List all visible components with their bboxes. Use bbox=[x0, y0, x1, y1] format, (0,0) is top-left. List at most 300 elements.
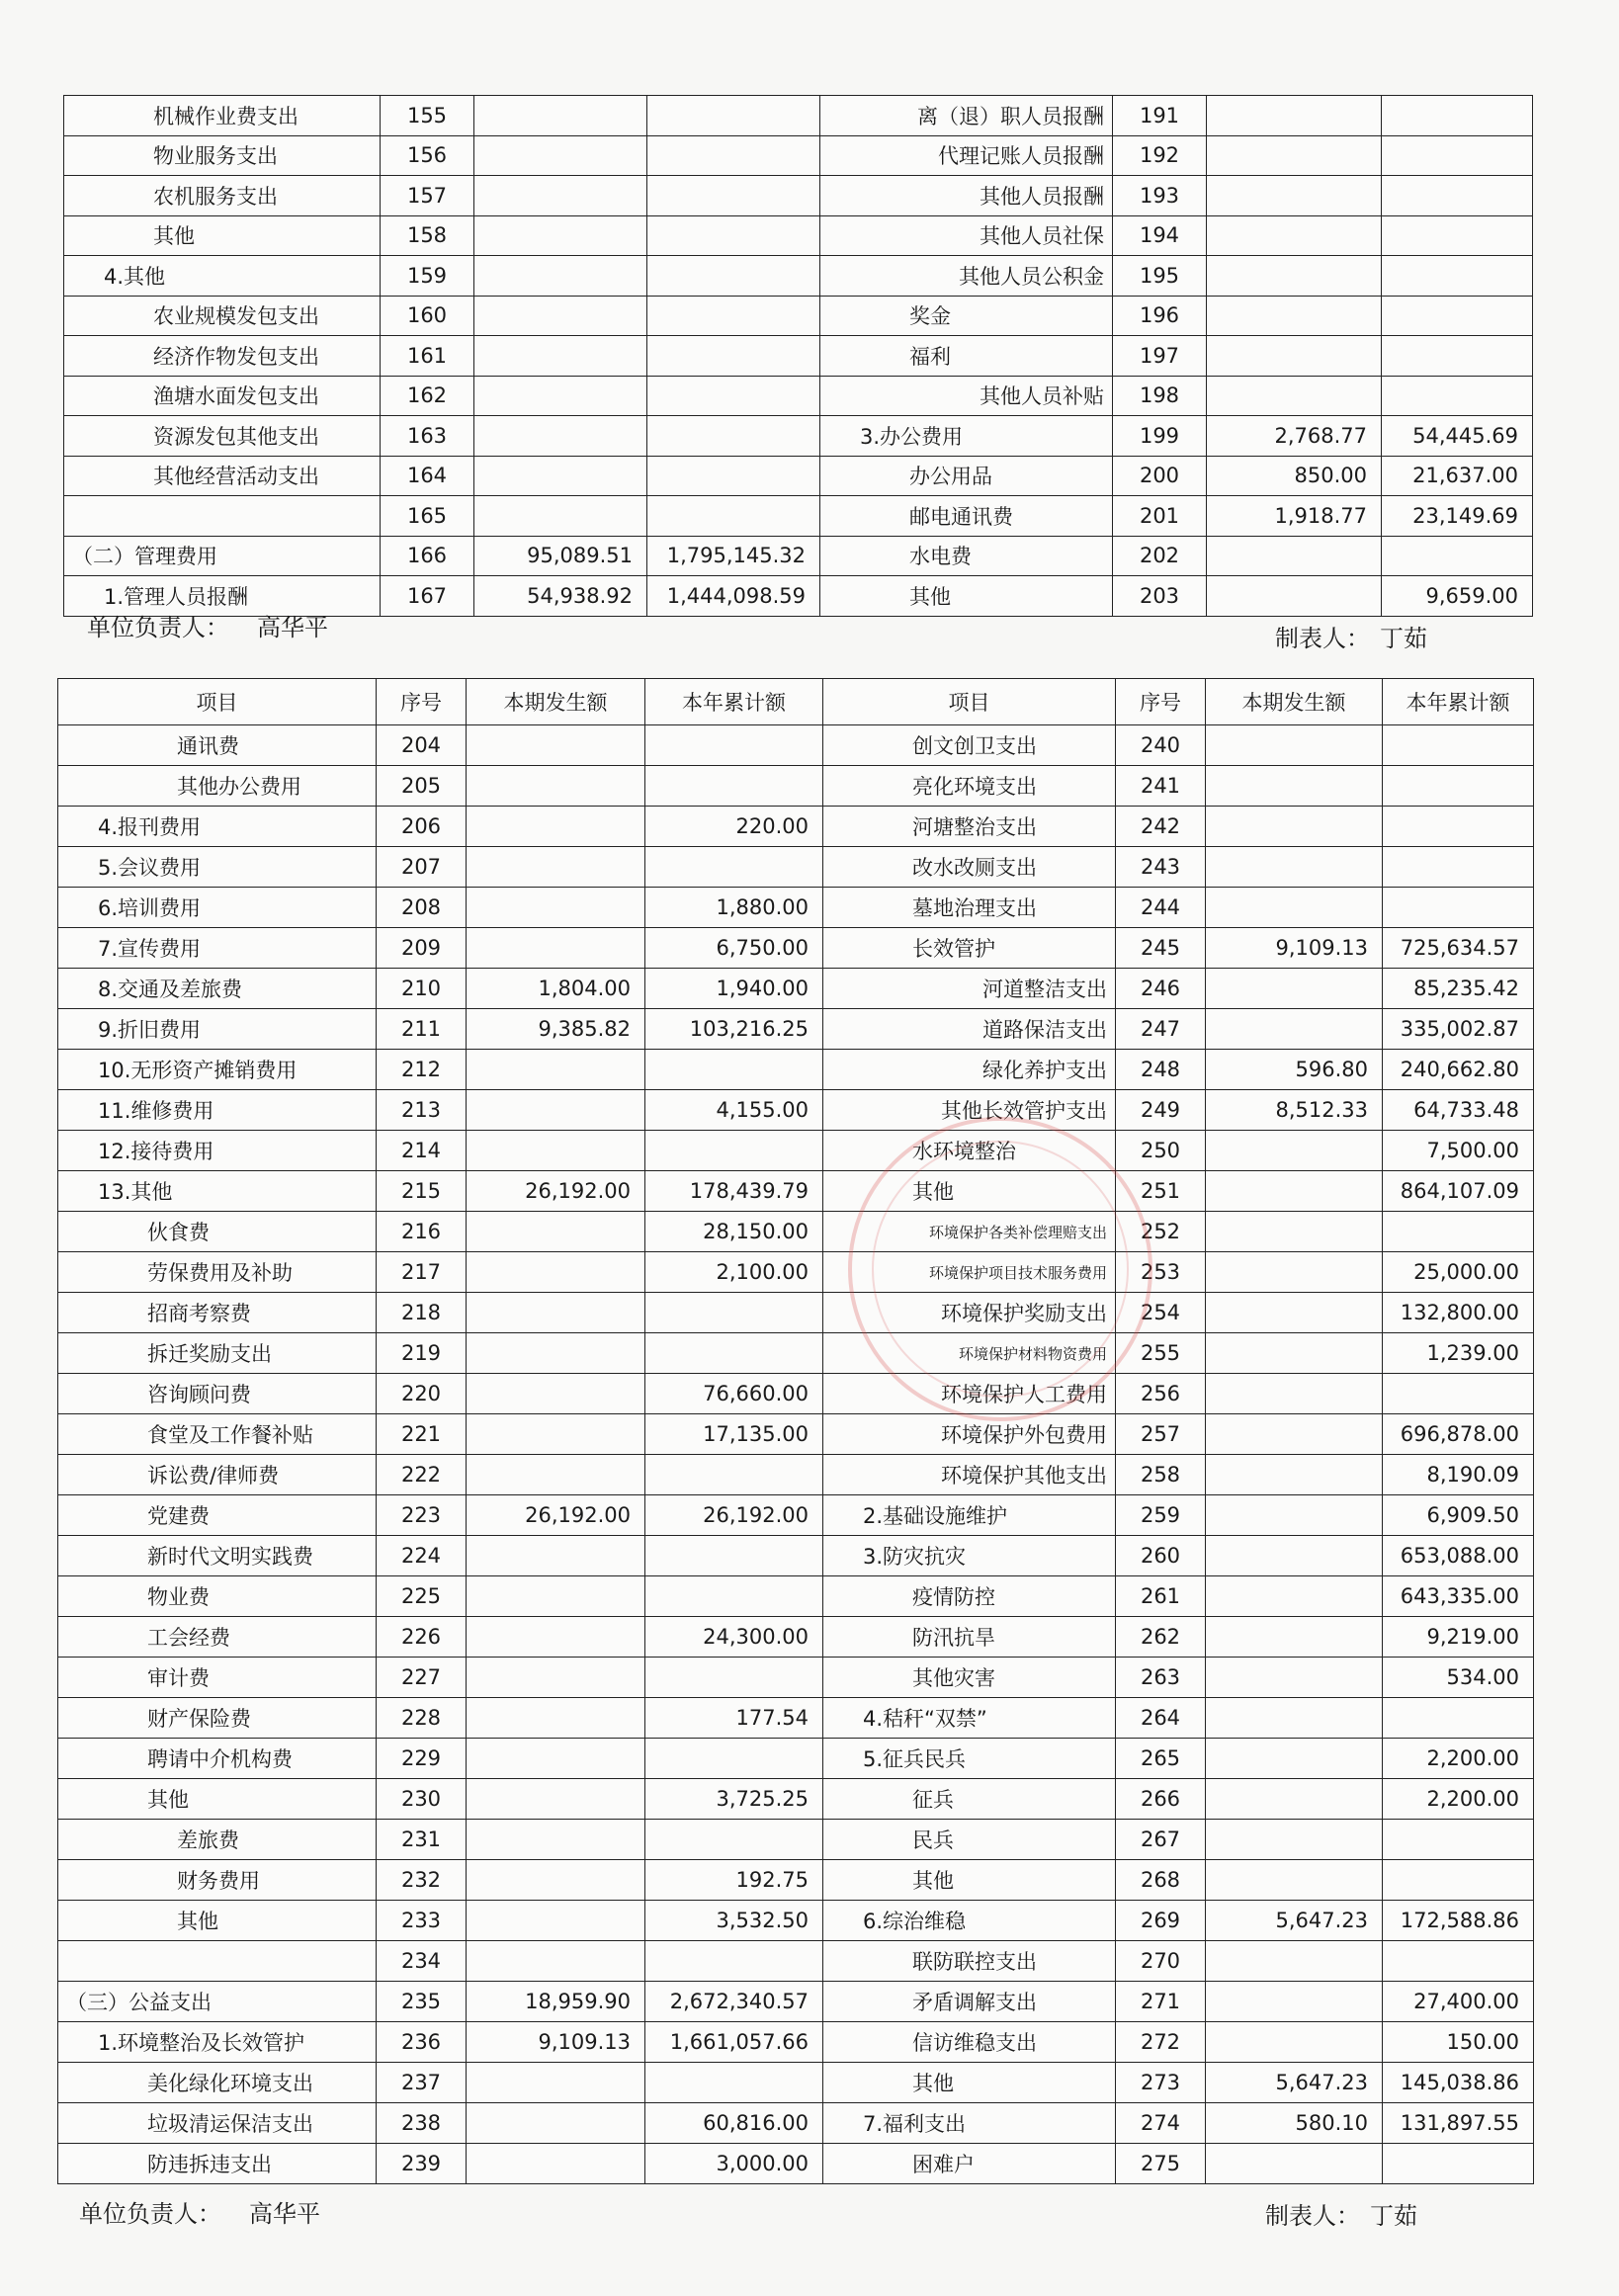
current-period-amount-cell bbox=[1206, 1212, 1383, 1252]
item-name-cell: 6.培训费用 bbox=[58, 888, 377, 928]
item-name-cell: 其他经营活动支出 bbox=[64, 456, 381, 496]
row-number-cell: 224 bbox=[377, 1536, 467, 1576]
item-name-cell: 环境保护外包费用 bbox=[823, 1414, 1116, 1455]
row-number-cell: 202 bbox=[1113, 536, 1207, 576]
item-name-cell: 亮化环境支出 bbox=[823, 766, 1116, 807]
item-name-cell: 福利 bbox=[820, 336, 1113, 377]
year-to-date-amount-cell bbox=[647, 96, 820, 136]
current-period-amount-cell bbox=[1206, 1982, 1383, 2022]
column-header: 序号 bbox=[377, 679, 467, 725]
row-number-cell: 196 bbox=[1113, 296, 1207, 336]
current-period-amount-cell bbox=[1206, 1252, 1383, 1293]
row-number-cell: 226 bbox=[377, 1617, 467, 1658]
preparer-signature-bottom bbox=[1265, 2196, 1417, 2231]
row-number-cell: 217 bbox=[377, 1252, 467, 1293]
current-period-amount-cell bbox=[1206, 888, 1383, 928]
current-period-amount-cell bbox=[1207, 96, 1382, 136]
row-number-cell: 211 bbox=[377, 1009, 467, 1050]
year-to-date-amount-cell bbox=[1383, 1860, 1534, 1901]
table-row bbox=[58, 1252, 1534, 1293]
row-number-cell: 158 bbox=[381, 215, 474, 256]
item-name-cell: （二）管理费用 bbox=[64, 536, 381, 576]
table-row bbox=[58, 1576, 1534, 1617]
row-number-cell: 242 bbox=[1116, 807, 1206, 847]
unit-leader-signature-top bbox=[87, 608, 328, 642]
current-period-amount-cell bbox=[1206, 1617, 1383, 1658]
row-number-cell: 161 bbox=[381, 336, 474, 377]
item-name-cell: 环境保护项目技术服务费用 bbox=[823, 1252, 1116, 1293]
year-to-date-amount-cell: 27,400.00 bbox=[1383, 1982, 1534, 2022]
row-number-cell: 213 bbox=[377, 1090, 467, 1131]
item-name-cell: 其他长效管护支出 bbox=[823, 1090, 1116, 1131]
year-to-date-amount-cell bbox=[645, 1536, 823, 1576]
year-to-date-amount-cell bbox=[645, 1739, 823, 1779]
item-name-cell: 垃圾清运保洁支出 bbox=[58, 2103, 377, 2144]
row-number-cell: 220 bbox=[377, 1374, 467, 1414]
year-to-date-amount-cell: 17,135.00 bbox=[645, 1414, 823, 1455]
item-name-cell: 其他办公费用 bbox=[58, 766, 377, 807]
year-to-date-amount-cell: 103,216.25 bbox=[645, 1009, 823, 1050]
table-row bbox=[58, 1941, 1534, 1982]
current-period-amount-cell bbox=[1206, 1131, 1383, 1171]
year-to-date-amount-cell: 54,445.69 bbox=[1382, 416, 1533, 457]
item-name-cell: 物业服务支出 bbox=[64, 135, 381, 176]
row-number-cell: 191 bbox=[1113, 96, 1207, 136]
current-period-amount-cell bbox=[1206, 2022, 1383, 2063]
item-name-cell: 信访维稳支出 bbox=[823, 2022, 1116, 2063]
item-name-cell: 河道整洁支出 bbox=[823, 969, 1116, 1009]
row-number-cell: 194 bbox=[1113, 215, 1207, 256]
year-to-date-amount-cell: 131,897.55 bbox=[1383, 2103, 1534, 2144]
table-row bbox=[64, 96, 1533, 136]
current-period-amount-cell bbox=[1206, 1739, 1383, 1779]
preparer-name: 丁茹 bbox=[1380, 625, 1427, 652]
current-period-amount-cell bbox=[474, 256, 647, 297]
column-header: 本期发生额 bbox=[467, 679, 645, 725]
item-name-cell: 机械作业费支出 bbox=[64, 96, 381, 136]
column-header: 本期发生额 bbox=[1206, 679, 1383, 725]
row-number-cell: 199 bbox=[1113, 416, 1207, 457]
row-number-cell: 260 bbox=[1116, 1536, 1206, 1576]
row-number-cell: 216 bbox=[377, 1212, 467, 1252]
year-to-date-amount-cell bbox=[1383, 725, 1534, 766]
current-period-amount-cell bbox=[467, 2103, 645, 2144]
item-name-cell: 9.折旧费用 bbox=[58, 1009, 377, 1050]
column-header: 本年累计额 bbox=[1383, 679, 1534, 725]
row-number-cell: 192 bbox=[1113, 135, 1207, 176]
row-number-cell: 265 bbox=[1116, 1739, 1206, 1779]
item-name-cell: 河塘整治支出 bbox=[823, 807, 1116, 847]
year-to-date-amount-cell bbox=[1382, 215, 1533, 256]
item-name-cell: 农机服务支出 bbox=[64, 176, 381, 216]
year-to-date-amount-cell: 1,940.00 bbox=[645, 969, 823, 1009]
current-period-amount-cell bbox=[467, 1536, 645, 1576]
row-number-cell: 162 bbox=[381, 376, 474, 416]
item-name-cell: 伙食费 bbox=[58, 1212, 377, 1252]
year-to-date-amount-cell: 8,190.09 bbox=[1383, 1455, 1534, 1495]
row-number-cell: 232 bbox=[377, 1860, 467, 1901]
item-name-cell: 10.无形资产摊销费用 bbox=[58, 1050, 377, 1090]
item-name-cell: 民兵 bbox=[823, 1820, 1116, 1860]
year-to-date-amount-cell bbox=[1382, 336, 1533, 377]
row-number-cell: 222 bbox=[377, 1455, 467, 1495]
current-period-amount-cell bbox=[1207, 176, 1382, 216]
year-to-date-amount-cell bbox=[1383, 1374, 1534, 1414]
table-row bbox=[64, 215, 1533, 256]
year-to-date-amount-cell: 6,909.50 bbox=[1383, 1495, 1534, 1536]
item-name-cell: 资源发包其他支出 bbox=[64, 416, 381, 457]
item-name-cell bbox=[64, 496, 381, 537]
current-period-amount-cell: 18,959.90 bbox=[467, 1982, 645, 2022]
current-period-amount-cell bbox=[467, 725, 645, 766]
current-period-amount-cell bbox=[467, 1050, 645, 1090]
current-period-amount-cell: 5,647.23 bbox=[1206, 2063, 1383, 2103]
row-number-cell: 267 bbox=[1116, 1820, 1206, 1860]
item-name-cell: 5.会议费用 bbox=[58, 847, 377, 888]
table-row bbox=[58, 807, 1534, 847]
year-to-date-amount-cell bbox=[647, 176, 820, 216]
row-number-cell: 248 bbox=[1116, 1050, 1206, 1090]
year-to-date-amount-cell: 145,038.86 bbox=[1383, 2063, 1534, 2103]
row-number-cell: 238 bbox=[377, 2103, 467, 2144]
item-name-cell: 8.交通及差旅费 bbox=[58, 969, 377, 1009]
year-to-date-amount-cell: 2,100.00 bbox=[645, 1252, 823, 1293]
current-period-amount-cell: 1,918.77 bbox=[1207, 496, 1382, 537]
item-name-cell: 新时代文明实践费 bbox=[58, 1536, 377, 1576]
current-period-amount-cell: 850.00 bbox=[1207, 456, 1382, 496]
current-period-amount-cell bbox=[467, 1860, 645, 1901]
item-name-cell: 渔塘水面发包支出 bbox=[64, 376, 381, 416]
table-row bbox=[64, 416, 1533, 457]
current-period-amount-cell bbox=[1206, 969, 1383, 1009]
item-name-cell: 其他 bbox=[58, 1901, 377, 1941]
item-name-cell: 12.接待费用 bbox=[58, 1131, 377, 1171]
current-period-amount-cell bbox=[1206, 766, 1383, 807]
row-number-cell: 272 bbox=[1116, 2022, 1206, 2063]
year-to-date-amount-cell bbox=[645, 1820, 823, 1860]
current-period-amount-cell bbox=[1207, 296, 1382, 336]
row-number-cell: 200 bbox=[1113, 456, 1207, 496]
year-to-date-amount-cell: 534.00 bbox=[1383, 1658, 1534, 1698]
current-period-amount-cell bbox=[1207, 135, 1382, 176]
item-name-cell: 4.秸秆“双禁” bbox=[823, 1698, 1116, 1739]
table-row bbox=[58, 1820, 1534, 1860]
current-period-amount-cell bbox=[1206, 1576, 1383, 1617]
current-period-amount-cell bbox=[1206, 1293, 1383, 1333]
table-row bbox=[58, 1090, 1534, 1131]
year-to-date-amount-cell bbox=[645, 1576, 823, 1617]
table-row bbox=[58, 969, 1534, 1009]
current-period-amount-cell bbox=[1207, 256, 1382, 297]
year-to-date-amount-cell: 172,588.86 bbox=[1383, 1901, 1534, 1941]
current-period-amount-cell: 8,512.33 bbox=[1206, 1090, 1383, 1131]
table-row bbox=[58, 1901, 1534, 1941]
year-to-date-amount-cell: 2,200.00 bbox=[1383, 1739, 1534, 1779]
current-period-amount-cell bbox=[1206, 1333, 1383, 1374]
item-name-cell: 4.其他 bbox=[64, 256, 381, 297]
year-to-date-amount-cell bbox=[1382, 296, 1533, 336]
table-row bbox=[58, 2022, 1534, 2063]
table-row bbox=[58, 1131, 1534, 1171]
table-row bbox=[58, 1171, 1534, 1212]
year-to-date-amount-cell: 240,662.80 bbox=[1383, 1050, 1534, 1090]
year-to-date-amount-cell bbox=[647, 376, 820, 416]
table-row bbox=[58, 2063, 1534, 2103]
row-number-cell: 214 bbox=[377, 1131, 467, 1171]
item-name-cell: 农业规模发包支出 bbox=[64, 296, 381, 336]
item-name-cell: 7.福利支出 bbox=[823, 2103, 1116, 2144]
item-name-cell: 创文创卫支出 bbox=[823, 725, 1116, 766]
column-header: 序号 bbox=[1116, 679, 1206, 725]
item-name-cell: 工会经费 bbox=[58, 1617, 377, 1658]
current-period-amount-cell: 5,647.23 bbox=[1206, 1901, 1383, 1941]
current-period-amount-cell: 2,768.77 bbox=[1207, 416, 1382, 457]
item-name-cell: 其他 bbox=[64, 215, 381, 256]
current-period-amount-cell bbox=[1206, 1374, 1383, 1414]
table-row bbox=[58, 1495, 1534, 1536]
item-name-cell: 财产保险费 bbox=[58, 1698, 377, 1739]
item-name-cell: 党建费 bbox=[58, 1495, 377, 1536]
row-number-cell: 243 bbox=[1116, 847, 1206, 888]
row-number-cell: 253 bbox=[1116, 1252, 1206, 1293]
item-name-cell: 7.宣传费用 bbox=[58, 928, 377, 969]
row-number-cell: 221 bbox=[377, 1414, 467, 1455]
current-period-amount-cell bbox=[1207, 536, 1382, 576]
current-period-amount-cell bbox=[1206, 807, 1383, 847]
row-number-cell: 255 bbox=[1116, 1333, 1206, 1374]
row-number-cell: 274 bbox=[1116, 2103, 1206, 2144]
current-period-amount-cell bbox=[467, 1901, 645, 1941]
item-name-cell: 代理记账人员报酬 bbox=[820, 135, 1113, 176]
current-period-amount-cell bbox=[467, 1212, 645, 1252]
current-period-amount-cell bbox=[474, 416, 647, 457]
current-period-amount-cell bbox=[1206, 1860, 1383, 1901]
current-period-amount-cell bbox=[467, 2063, 645, 2103]
row-number-cell: 262 bbox=[1116, 1617, 1206, 1658]
table-row bbox=[58, 1739, 1534, 1779]
row-number-cell: 225 bbox=[377, 1576, 467, 1617]
item-name-cell: 防违拆违支出 bbox=[58, 2144, 377, 2184]
year-to-date-amount-cell: 335,002.87 bbox=[1383, 1009, 1534, 1050]
item-name-cell: 其他 bbox=[58, 1779, 377, 1820]
row-number-cell: 204 bbox=[377, 725, 467, 766]
year-to-date-amount-cell: 3,532.50 bbox=[645, 1901, 823, 1941]
table-row bbox=[58, 725, 1534, 766]
item-name-cell: 美化绿化环境支出 bbox=[58, 2063, 377, 2103]
row-number-cell: 155 bbox=[381, 96, 474, 136]
row-number-cell: 163 bbox=[381, 416, 474, 457]
current-period-amount-cell bbox=[467, 1617, 645, 1658]
year-to-date-amount-cell bbox=[1383, 1941, 1534, 1982]
item-name-cell: 3.办公费用 bbox=[820, 416, 1113, 457]
preparer-label: 制表人： bbox=[1265, 2202, 1360, 2230]
current-period-amount-cell: 95,089.51 bbox=[474, 536, 647, 576]
year-to-date-amount-cell bbox=[645, 725, 823, 766]
table-row bbox=[58, 1860, 1534, 1901]
unit-leader-name: 高华平 bbox=[249, 2200, 320, 2228]
row-number-cell: 164 bbox=[381, 456, 474, 496]
table-row bbox=[58, 1536, 1534, 1576]
row-number-cell: 270 bbox=[1116, 1941, 1206, 1982]
current-period-amount-cell bbox=[1206, 1941, 1383, 1982]
current-period-amount-cell bbox=[467, 847, 645, 888]
row-number-cell: 195 bbox=[1113, 256, 1207, 297]
item-name-cell: 其他 bbox=[823, 1860, 1116, 1901]
row-number-cell: 271 bbox=[1116, 1982, 1206, 2022]
year-to-date-amount-cell bbox=[645, 1941, 823, 1982]
item-name-cell: 办公用品 bbox=[820, 456, 1113, 496]
year-to-date-amount-cell: 28,150.00 bbox=[645, 1212, 823, 1252]
year-to-date-amount-cell: 2,672,340.57 bbox=[645, 1982, 823, 2022]
row-number-cell: 235 bbox=[377, 1982, 467, 2022]
row-number-cell: 239 bbox=[377, 2144, 467, 2184]
current-period-amount-cell bbox=[1206, 1455, 1383, 1495]
current-period-amount-cell bbox=[1206, 1536, 1383, 1576]
item-name-cell: 改水改厕支出 bbox=[823, 847, 1116, 888]
year-to-date-amount-cell bbox=[645, 1131, 823, 1171]
row-number-cell: 261 bbox=[1116, 1576, 1206, 1617]
current-period-amount-cell: 1,804.00 bbox=[467, 969, 645, 1009]
item-name-cell: 5.征兵民兵 bbox=[823, 1739, 1116, 1779]
current-period-amount-cell bbox=[1206, 1658, 1383, 1698]
year-to-date-amount-cell bbox=[647, 215, 820, 256]
item-name-cell: 劳保费用及补助 bbox=[58, 1252, 377, 1293]
current-period-amount-cell bbox=[467, 1333, 645, 1374]
table-row bbox=[64, 296, 1533, 336]
row-number-cell: 223 bbox=[377, 1495, 467, 1536]
current-period-amount-cell bbox=[467, 1131, 645, 1171]
current-period-amount-cell: 580.10 bbox=[1206, 2103, 1383, 2144]
current-period-amount-cell bbox=[474, 496, 647, 537]
expense-table-main bbox=[57, 678, 1534, 2184]
row-number-cell: 165 bbox=[381, 496, 474, 537]
year-to-date-amount-cell bbox=[1382, 256, 1533, 297]
unit-leader-label: 单位负责人： bbox=[87, 614, 229, 641]
item-name-cell: 经济作物发包支出 bbox=[64, 336, 381, 377]
year-to-date-amount-cell: 132,800.00 bbox=[1383, 1293, 1534, 1333]
row-number-cell: 247 bbox=[1116, 1009, 1206, 1050]
current-period-amount-cell bbox=[1206, 725, 1383, 766]
current-period-amount-cell bbox=[1206, 1171, 1383, 1212]
year-to-date-amount-cell bbox=[645, 847, 823, 888]
year-to-date-amount-cell: 1,239.00 bbox=[1383, 1333, 1534, 1374]
item-name-cell bbox=[58, 1941, 377, 1982]
year-to-date-amount-cell: 1,444,098.59 bbox=[647, 576, 820, 617]
year-to-date-amount-cell: 3,725.25 bbox=[645, 1779, 823, 1820]
row-number-cell: 159 bbox=[381, 256, 474, 297]
item-name-cell: 环境保护材料物资费用 bbox=[823, 1333, 1116, 1374]
row-number-cell: 256 bbox=[1116, 1374, 1206, 1414]
year-to-date-amount-cell: 85,235.42 bbox=[1383, 969, 1534, 1009]
year-to-date-amount-cell bbox=[645, 1293, 823, 1333]
item-name-cell: 财务费用 bbox=[58, 1860, 377, 1901]
current-period-amount-cell bbox=[467, 2144, 645, 2184]
year-to-date-amount-cell: 60,816.00 bbox=[645, 2103, 823, 2144]
year-to-date-amount-cell bbox=[1383, 807, 1534, 847]
item-name-cell: 水电费 bbox=[820, 536, 1113, 576]
current-period-amount-cell: 9,385.82 bbox=[467, 1009, 645, 1050]
table-row bbox=[58, 1293, 1534, 1333]
row-number-cell: 209 bbox=[377, 928, 467, 969]
item-name-cell: 物业费 bbox=[58, 1576, 377, 1617]
table-row bbox=[58, 766, 1534, 807]
item-name-cell: 13.其他 bbox=[58, 1171, 377, 1212]
current-period-amount-cell bbox=[1206, 1779, 1383, 1820]
current-period-amount-cell bbox=[467, 1576, 645, 1617]
table-row bbox=[58, 928, 1534, 969]
item-name-cell: 其他人员公积金 bbox=[820, 256, 1113, 297]
expense-table-top bbox=[63, 95, 1533, 617]
item-name-cell: 防汛抗旱 bbox=[823, 1617, 1116, 1658]
row-number-cell: 197 bbox=[1113, 336, 1207, 377]
unit-leader-name: 高华平 bbox=[257, 614, 328, 641]
row-number-cell: 229 bbox=[377, 1739, 467, 1779]
year-to-date-amount-cell bbox=[1382, 96, 1533, 136]
year-to-date-amount-cell: 21,637.00 bbox=[1382, 456, 1533, 496]
year-to-date-amount-cell: 220.00 bbox=[645, 807, 823, 847]
row-number-cell: 198 bbox=[1113, 376, 1207, 416]
current-period-amount-cell: 9,109.13 bbox=[1206, 928, 1383, 969]
row-number-cell: 207 bbox=[377, 847, 467, 888]
row-number-cell: 167 bbox=[381, 576, 474, 617]
current-period-amount-cell bbox=[467, 766, 645, 807]
row-number-cell: 251 bbox=[1116, 1171, 1206, 1212]
row-number-cell: 275 bbox=[1116, 2144, 1206, 2184]
year-to-date-amount-cell bbox=[645, 1455, 823, 1495]
item-name-cell: 矛盾调解支出 bbox=[823, 1982, 1116, 2022]
unit-leader-label: 单位负责人： bbox=[79, 2200, 221, 2228]
year-to-date-amount-cell: 192.75 bbox=[645, 1860, 823, 1901]
item-name-cell: 1.管理人员报酬 bbox=[64, 576, 381, 617]
row-number-cell: 245 bbox=[1116, 928, 1206, 969]
current-period-amount-cell bbox=[467, 1252, 645, 1293]
current-period-amount-cell bbox=[1206, 1009, 1383, 1050]
current-period-amount-cell bbox=[1207, 376, 1382, 416]
current-period-amount-cell bbox=[467, 1374, 645, 1414]
row-number-cell: 228 bbox=[377, 1698, 467, 1739]
current-period-amount-cell bbox=[1206, 1414, 1383, 1455]
year-to-date-amount-cell: 3,000.00 bbox=[645, 2144, 823, 2184]
current-period-amount-cell: 596.80 bbox=[1206, 1050, 1383, 1090]
year-to-date-amount-cell: 1,661,057.66 bbox=[645, 2022, 823, 2063]
item-name-cell: 长效管护 bbox=[823, 928, 1116, 969]
item-name-cell: 环境保护其他支出 bbox=[823, 1455, 1116, 1495]
row-number-cell: 268 bbox=[1116, 1860, 1206, 1901]
year-to-date-amount-cell: 9,659.00 bbox=[1382, 576, 1533, 617]
table-row bbox=[58, 1374, 1534, 1414]
item-name-cell: 邮电通讯费 bbox=[820, 496, 1113, 537]
year-to-date-amount-cell: 696,878.00 bbox=[1383, 1414, 1534, 1455]
item-name-cell: 3.防灾抗灾 bbox=[823, 1536, 1116, 1576]
item-name-cell: 2.基础设施维护 bbox=[823, 1495, 1116, 1536]
current-period-amount-cell bbox=[467, 1293, 645, 1333]
current-period-amount-cell bbox=[1207, 215, 1382, 256]
table-row bbox=[58, 1658, 1534, 1698]
current-period-amount-cell bbox=[1207, 336, 1382, 377]
current-period-amount-cell bbox=[1206, 1698, 1383, 1739]
year-to-date-amount-cell bbox=[645, 1050, 823, 1090]
table-row bbox=[64, 496, 1533, 537]
column-header: 项目 bbox=[58, 679, 377, 725]
current-period-amount-cell bbox=[467, 1658, 645, 1698]
table-header-row bbox=[58, 679, 1534, 725]
item-name-cell: 其他 bbox=[820, 576, 1113, 617]
table-row bbox=[58, 2103, 1534, 2144]
row-number-cell: 236 bbox=[377, 2022, 467, 2063]
row-number-cell: 227 bbox=[377, 1658, 467, 1698]
row-number-cell: 252 bbox=[1116, 1212, 1206, 1252]
year-to-date-amount-cell: 177.54 bbox=[645, 1698, 823, 1739]
